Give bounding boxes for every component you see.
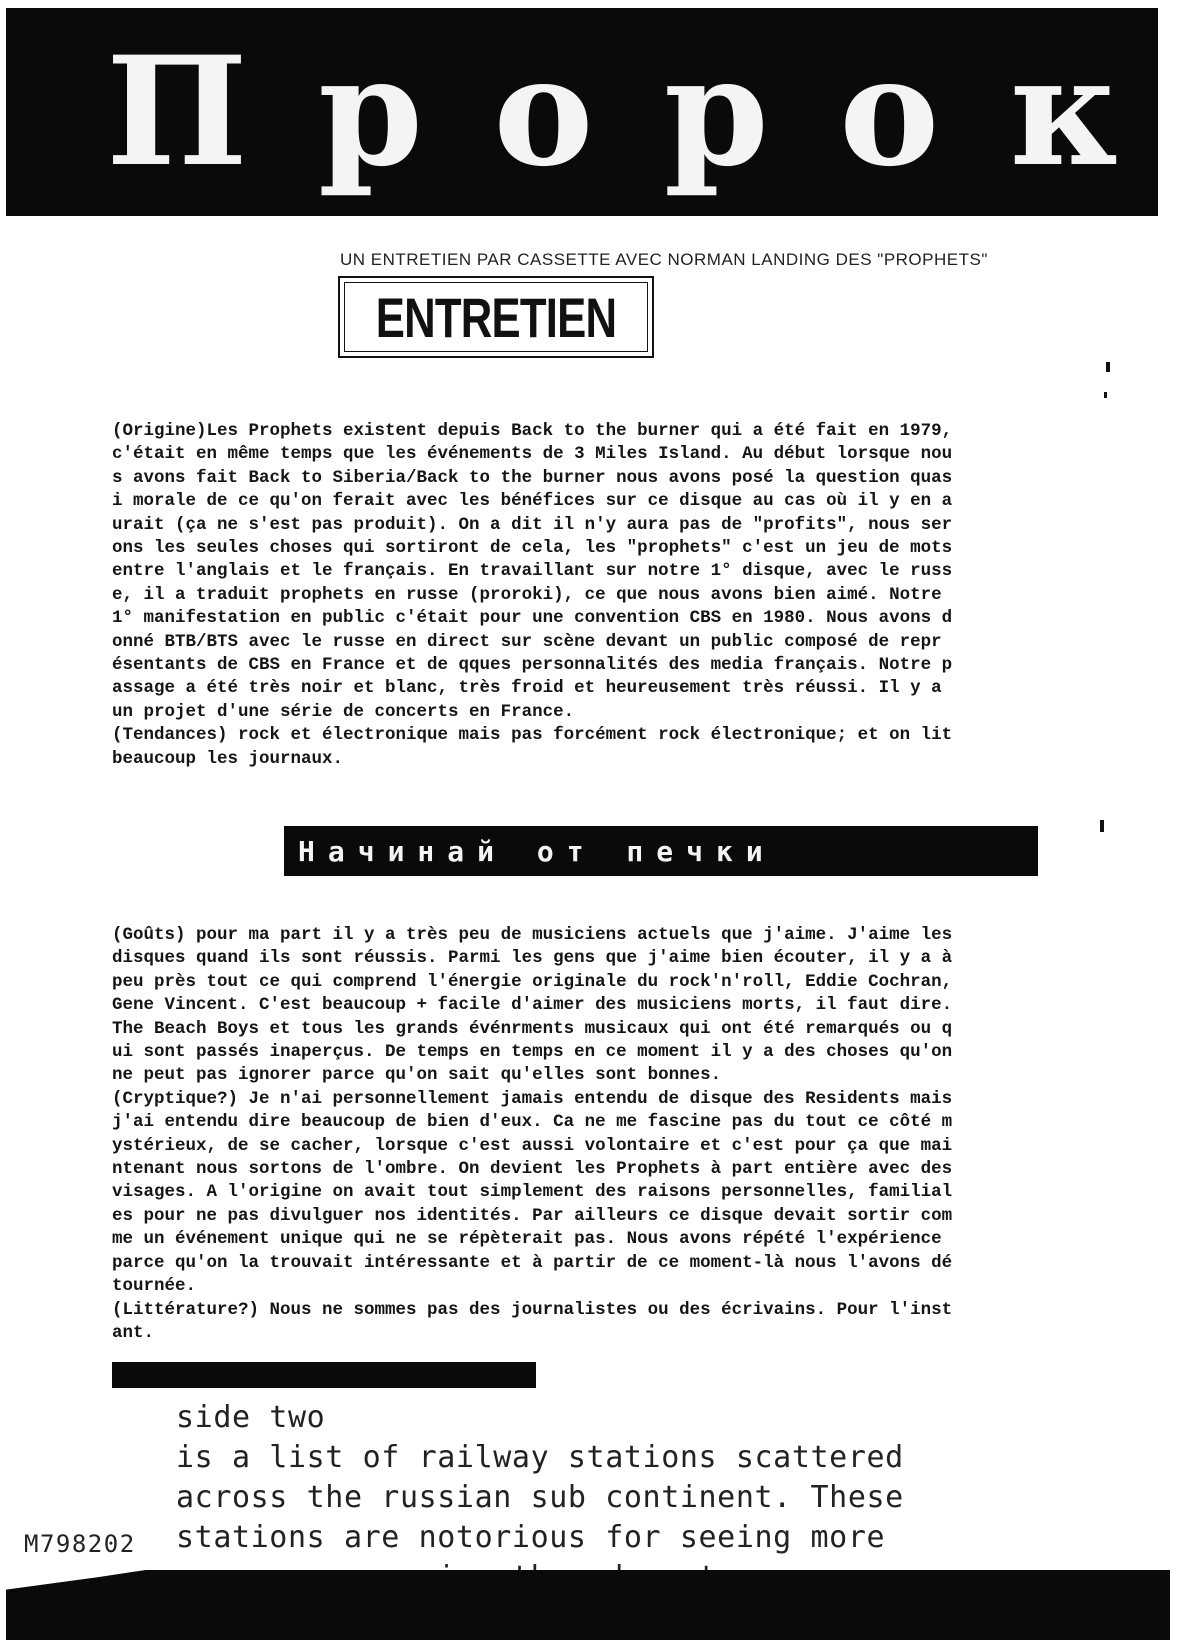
- catalog-number: M798202: [24, 1530, 136, 1558]
- masthead-letter: о: [839, 24, 940, 200]
- masthead-letter: к: [1009, 24, 1118, 200]
- masthead: [6, 8, 1158, 216]
- redaction-bar: [112, 1362, 536, 1388]
- interview-subtitle: UN ENTRETIEN PAR CASSETTE AVEC NORMAN LANDING DES "PROPHETS": [340, 250, 988, 269]
- print-speck: [1100, 820, 1104, 832]
- masthead-letter: р: [318, 24, 423, 200]
- masthead-letter: о: [493, 24, 594, 200]
- interview-text-part-2: (Goûts) pour ma part il y a très peu de musiciens actuels que j'aime. J'aime les disques quand ils sont réussis. Parmi les gens que j'aime bien écouter, il y a à peu près tout ce qui comprend l'énergie originale du rock'n'roll, Eddie Cochran, Gene Vincent. C'est beaucoup + facile d'aimer des musiciens morts, il faut dire. The Beach Boys et tous les grands événrments musicaux qui ont été remarqués ou q ui sont passés inaperçus. De temps en temps en ce moment il y a des choses qu'on ne peut pas ignorer parce qu'on sait qu'elles sont bonnes. (Cryptique?) Je n'ai personnellement jamais entendu de disque des Residents mais j'ai entendu dire beaucoup de bien d'eux. Ca ne me fascine pas du tout ce côté m ystérieux, de se cacher, lorsque c'est aussi volontaire et c'est pour ça que mai ntenant nous sortons de l'ombre. On devient les Prophets à part entière avec des visages. A l'origine on avait tout simplement des raisons personnelles, familial es pour ne pas divulguer nos identités. Par ailleurs ce disque devait sortir com me un événement unique qui ne se répèterait pas. Nous avons répété l'expérience parce qu'on la trouvait intéressante et à partir de ce moment-là nous l'avons dé tournée. (Littérature?) Nous ne sommes pas des journalistes ou des écrivains. Pour l'inst ant.: [112, 925, 953, 1343]
- masthead-letter: П: [106, 24, 248, 200]
- masthead-letter: р: [663, 24, 769, 200]
- print-speck: [1104, 392, 1107, 398]
- section-label: ENTRETIEN: [375, 285, 617, 349]
- side-two-typed-note: side two is a list of railway stations scattered across the russian sub continent. These stations are notorious for seeing more: [176, 1400, 904, 1555]
- interview-text-part-1: (Origine)Les Prophets existent depuis Back to the burner qui a été fait en 1979, c'était en même temps que les événements de 3 Miles Island. Au début lorsque nou s avons fait Back to Siberia/Back to the burner nous avons posé la question quas i morale de ce qu'on ferait avec les bénéfices sur ce disque au cas où il y en a urait (ça ne s'est pas produit). On a dit il n'y aura pas de "profits", nous ser ons les seules choses qui sortiront de cela, les "prophets" c'est un jeu de mots entre l'anglais et le français. En travaillant sur notre 1° disque, avec le russ e, il a traduit prophets en russe (proroki), ce que nous avons bien aimé. Notre 1° manifestation en public c'était pour une convention CBS en 1980. Nous avons d onné BTB/BTS avec le russe en direct sur scène devant un public composé de repr ésentants de CBS en France et de qques personnalités des media français. Notre p assage a été très noir et blanc, très froid et heureusement très réussi. Il y a un projet d'une série de concerts en France. (Tendances) rock et électronique mais pas forcément rock électronique; et on lit beaucoup les journaux.: [112, 421, 953, 769]
- section-label-box: [338, 276, 654, 358]
- print-speck: [1106, 362, 1110, 372]
- russian-banner-text: Начинай от печки: [298, 834, 776, 868]
- bottom-black-band: [6, 1570, 1170, 1640]
- masthead-title: [6, 8, 1158, 216]
- russian-banner: [284, 826, 1038, 876]
